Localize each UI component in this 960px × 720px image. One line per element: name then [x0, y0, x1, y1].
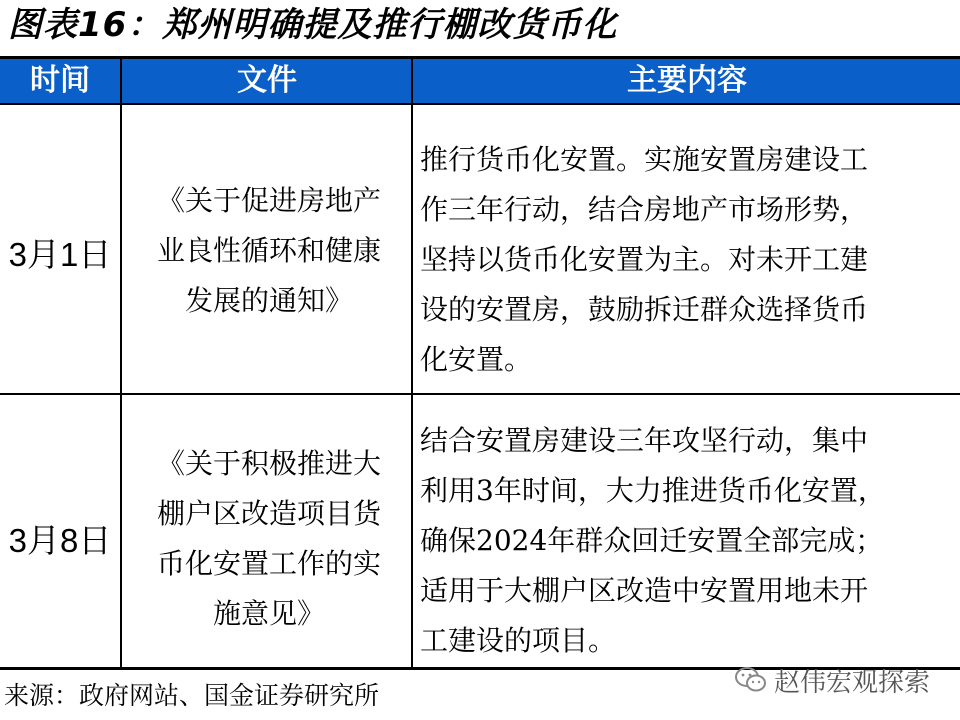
document-line: 业良性循环和健康: [156, 234, 381, 267]
content-line: 确保2024年群众回迁安置全部完成；: [420, 524, 884, 557]
content-line: 设的安置房，鼓励拆迁群众选择货币: [420, 293, 869, 326]
content-line: 工建设的项目。: [420, 624, 617, 657]
content-line: 坚持以货币化安置为主。对未开工建: [420, 243, 869, 276]
source-note: 来源：政府网站、国金证券研究所: [4, 681, 380, 710]
content-line: 作三年行动，结合房地产市场形势，: [420, 193, 869, 226]
table-row-content: [420, 135, 950, 385]
header-document: 文件: [237, 63, 297, 98]
document-line: 棚户区改造项目货: [156, 497, 381, 530]
content-line: 结合安置房建设三年攻坚行动，集中: [420, 424, 869, 457]
table-header: [0, 59, 960, 103]
wechat-icon: [734, 666, 768, 694]
document-line: 施意见》: [212, 597, 325, 630]
column-divider: [411, 59, 413, 667]
table-row-document: [133, 439, 405, 639]
row-divider: [0, 393, 960, 395]
document-line: 发展的通知》: [184, 284, 353, 317]
row-divider: [0, 103, 960, 105]
content-line: 利用3年时间，大力推进货币化安置，: [420, 474, 886, 507]
page-title: 图表16：郑州明确提及推行棚改货币化: [8, 5, 618, 45]
column-divider: [120, 59, 122, 667]
content-line: 推行货币化安置。实施安置房建设工: [420, 143, 869, 176]
document-line: 《关于促进房地产: [156, 184, 381, 217]
document-line: 币化安置工作的实: [156, 547, 381, 580]
table-row-date: 3月1日: [8, 236, 112, 273]
table-row-content: [420, 416, 950, 666]
policy-table: [0, 56, 960, 670]
watermark-text: 赵伟宏观探索: [773, 667, 930, 698]
table-row-document: [133, 176, 405, 326]
table-row-date: 3月8日: [8, 522, 112, 559]
content-line: 适用于大棚户区改造中安置用地未开: [420, 574, 869, 607]
header-time: 时间: [30, 63, 90, 98]
content-line: 化安置。: [420, 343, 533, 376]
watermark: [734, 660, 930, 700]
document-line: 《关于积极推进大: [156, 447, 381, 480]
header-content: 主要内容: [627, 63, 747, 98]
